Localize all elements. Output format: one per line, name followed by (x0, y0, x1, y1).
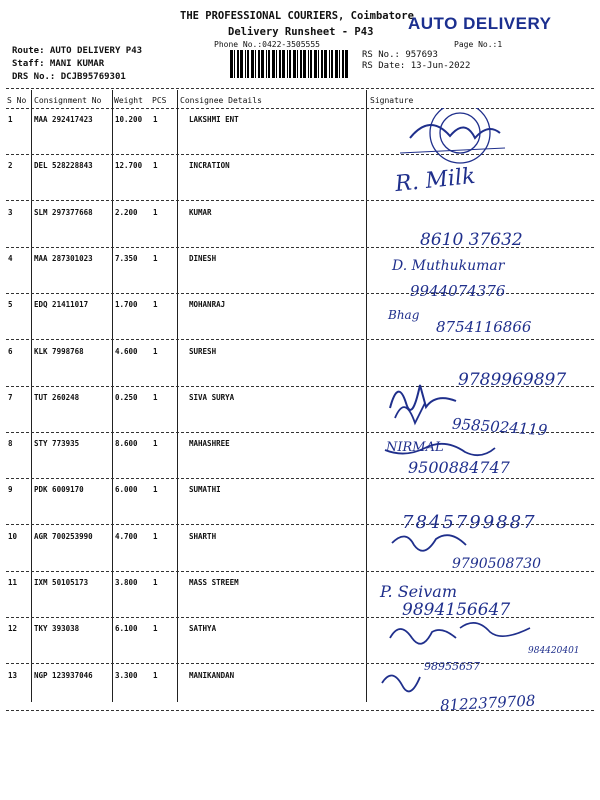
row-pcs: 1 (153, 161, 158, 170)
row-consignment: TUT 260248 (34, 393, 80, 402)
col-sno: S No (7, 96, 27, 105)
row-sno: 12 (8, 624, 18, 633)
barcode-bar (339, 50, 340, 78)
row-consignment: STY 773935 (34, 439, 80, 448)
handwritten-phone-13: 8122379708 (439, 691, 536, 715)
row-weight: 8.600 (115, 439, 138, 448)
row-weight: 6.100 (115, 624, 138, 633)
staff-label: Staff: MANI KUMAR (12, 59, 105, 69)
handwritten-phone-9: 7845799887 (402, 512, 537, 533)
row-sno: 3 (8, 208, 13, 217)
signature-scribble (392, 535, 466, 551)
handwritten-struck-12: 98955657 (424, 660, 480, 673)
row-weight: 3.300 (115, 671, 138, 680)
row-consignee: MANIKANDAN (189, 671, 235, 680)
col-pcs: PCS (152, 96, 167, 105)
row-consignment: NGP 123937046 (34, 671, 93, 680)
row-consignee: SHARTH (189, 532, 217, 541)
barcode-bar (230, 50, 233, 78)
col-consignment: Consignment No (34, 96, 102, 105)
handwritten-phone-12: 984420401 (528, 646, 580, 656)
phone-number: Phone No.:0422-3505555 (214, 40, 320, 49)
handwritten-phone-11: 9894156647 (402, 600, 511, 620)
barcode-bar (272, 50, 275, 78)
row-consignment: DEL 528228843 (34, 161, 93, 170)
row-weight: 4.700 (115, 532, 138, 541)
runsheet-title: Delivery Runsheet - P43 (228, 26, 374, 38)
barcode-bar (300, 50, 302, 78)
barcode-bar (321, 50, 323, 78)
row-weight: 10.200 (115, 115, 143, 124)
row-consignee: INCRATION (189, 161, 230, 170)
company-title: THE PROFESSIONAL COURIERS, Coimbatore (180, 10, 414, 22)
barcode-bar (247, 50, 249, 78)
barcode-bar (324, 50, 327, 78)
row-weight: 4.600 (115, 347, 138, 356)
signature-scribble (390, 629, 456, 644)
row-weight: 6.000 (115, 485, 138, 494)
row-pcs: 1 (153, 624, 158, 633)
handwritten-name-4: D. Muthukumar (392, 258, 505, 274)
barcode-bar (255, 50, 256, 78)
row-consignee: SURESH (189, 347, 217, 356)
row-pcs: 1 (153, 532, 158, 541)
row-consignment: TKY 393038 (34, 624, 80, 633)
barcode-bar (303, 50, 306, 78)
barcode-bar (335, 50, 338, 78)
col-weight: Weight (114, 96, 143, 105)
route-label: Route: AUTO DELIVERY P43 (12, 46, 143, 56)
page-number: Page No.:1 (454, 40, 503, 49)
row-pcs: 1 (153, 115, 158, 124)
company-seal-stamp (400, 108, 505, 163)
row-consignment: SLM 297377668 (34, 208, 93, 217)
col-divider (31, 90, 32, 702)
rs-number: RS No.: 957693 (362, 50, 438, 60)
row-consignment: MAA 287301023 (34, 254, 93, 263)
barcode-bar (279, 50, 281, 78)
row-sno: 1 (8, 115, 13, 124)
barcode-bar (282, 50, 285, 78)
row-consignee: MOHANRAJ (189, 300, 226, 309)
row-consignee: SATHYA (189, 624, 217, 633)
col-divider (112, 90, 113, 702)
row-consignee: SUMATHI (189, 485, 221, 494)
row-pcs: 1 (153, 578, 158, 587)
barcode-bar (297, 50, 298, 78)
barcode-bar (293, 50, 296, 78)
auto-delivery-stamp: AUTO DELIVERY (408, 14, 552, 33)
row-consignment: AGR 700253990 (34, 532, 93, 541)
row-sno: 8 (8, 439, 13, 448)
barcode-image (230, 50, 350, 78)
barcode-bar (266, 50, 267, 78)
handwritten-phone-4: 9944074376 (410, 282, 506, 300)
col-signature: Signature (370, 96, 414, 105)
signature-scribble (395, 403, 425, 423)
row-pcs: 1 (153, 671, 158, 680)
row-pcs: 1 (153, 208, 158, 217)
handwritten-name-5: Bhag (388, 308, 420, 322)
row-sno: 11 (8, 578, 18, 587)
barcode-bar (308, 50, 309, 78)
row-weight: 3.800 (115, 578, 138, 587)
barcode-bar (331, 50, 333, 78)
barcode-bar (251, 50, 254, 78)
col-divider (177, 90, 178, 702)
row-consignment: KLK 7998768 (34, 347, 84, 356)
handwritten-name-11: P. Seivam (380, 582, 457, 601)
row-sno: 13 (8, 671, 18, 680)
row-weight: 1.700 (115, 300, 138, 309)
handwritten-signature-2: R. Milk (393, 163, 477, 198)
row-consignment: EDQ 21411017 (34, 300, 89, 309)
row-sno: 2 (8, 161, 13, 170)
barcode-bar (287, 50, 288, 78)
barcode-bar (240, 50, 243, 78)
barcode-bar (329, 50, 330, 78)
signature-scribble (460, 623, 530, 636)
row-pcs: 1 (153, 300, 158, 309)
handwritten-phone-3: 8610 37632 (420, 230, 523, 250)
handwritten-phone-6: 9789969897 (458, 370, 567, 390)
barcode-bar (261, 50, 264, 78)
barcode-bar (314, 50, 317, 78)
col-divider (366, 90, 367, 702)
row-weight: 0.250 (115, 393, 138, 402)
row-pcs: 1 (153, 254, 158, 263)
row-pcs: 1 (153, 485, 158, 494)
col-consignee: Consignee Details (180, 96, 262, 105)
row-sno: 7 (8, 393, 13, 402)
row-consignee: KUMAR (189, 208, 212, 217)
row-weight: 2.200 (115, 208, 138, 217)
barcode-bar (318, 50, 319, 78)
row-pcs: 1 (153, 439, 158, 448)
barcode-bar (234, 50, 235, 78)
header-top-rule (6, 88, 594, 89)
row-consignee: LAKSHMI ENT (189, 115, 239, 124)
row-consignee: SIVA SURYA (189, 393, 235, 402)
row-pcs: 1 (153, 347, 158, 356)
handwritten-phone-5: 8754116866 (436, 318, 532, 336)
row-sno: 10 (8, 532, 18, 541)
barcode-bar (276, 50, 277, 78)
barcode-bar (345, 50, 348, 78)
row-consignee: DINESH (189, 254, 217, 263)
barcode-bar (258, 50, 260, 78)
drs-number: DRS No.: DCJB95769301 (12, 72, 126, 82)
barcode-bar (268, 50, 270, 78)
barcode-bar (342, 50, 344, 78)
barcode-bar (237, 50, 239, 78)
row-sno: 4 (8, 254, 13, 263)
row-consignment: PDK 6009170 (34, 485, 84, 494)
row-sno: 6 (8, 347, 13, 356)
row-sno: 5 (8, 300, 13, 309)
barcode-bar (245, 50, 246, 78)
row-consignee: MAHASHREE (189, 439, 230, 448)
handwritten-phone-10: 9790508730 (452, 556, 542, 572)
row-pcs: 1 (153, 393, 158, 402)
row-consignment: IXM 50105173 (34, 578, 89, 587)
rs-date: RS Date: 13-Jun-2022 (362, 61, 471, 71)
handwritten-phone-7: 9585024119 (451, 414, 548, 440)
row-weight: 12.700 (115, 161, 143, 170)
handwritten-name-8: NIRMAL (386, 440, 444, 455)
row-consignment: MAA 292417423 (34, 115, 93, 124)
row-weight: 7.350 (115, 254, 138, 263)
barcode-bar (289, 50, 291, 78)
handwritten-phone-8: 9500884747 (408, 458, 510, 477)
signature-scribble (382, 675, 420, 691)
barcode-bar (310, 50, 312, 78)
row-sno: 9 (8, 485, 13, 494)
row-consignee: MASS STREEM (189, 578, 239, 587)
